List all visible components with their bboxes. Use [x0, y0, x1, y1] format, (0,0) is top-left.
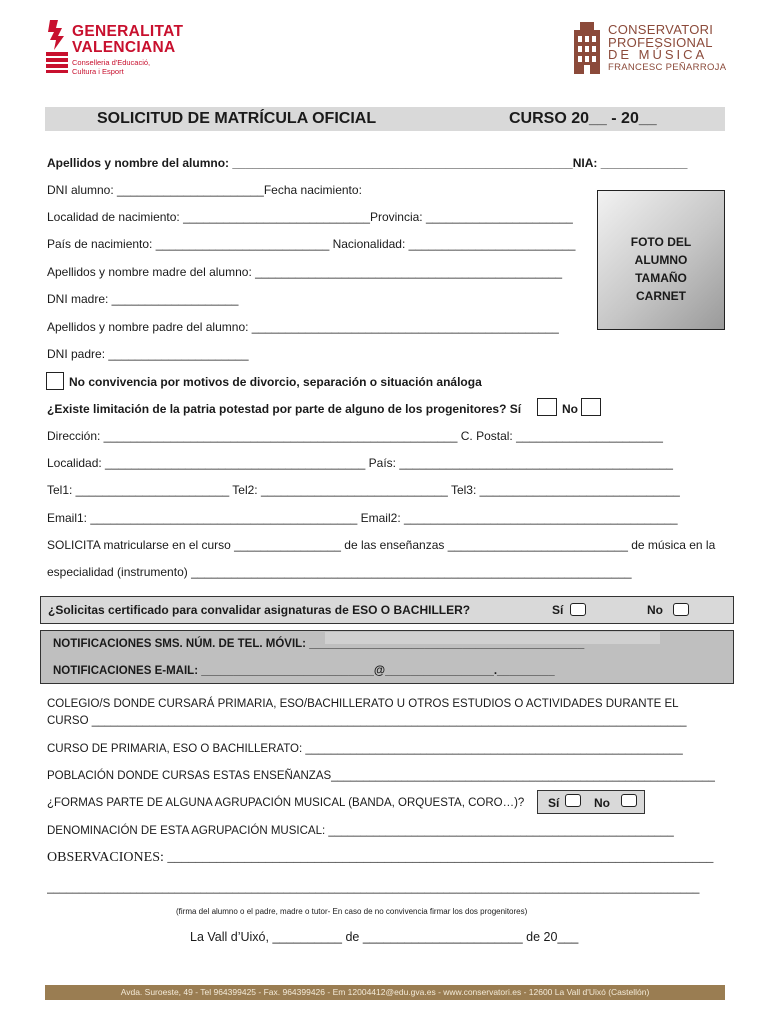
field-padre[interactable]: Apellidos y nombre padre del alumno: ______________________________________________: [47, 320, 559, 334]
agrupacion-si-checkbox[interactable]: [565, 794, 581, 807]
field-madre[interactable]: Apellidos y nombre madre del alumno: ______________________________________________: [47, 265, 563, 279]
conservatori-name: CONSERVATORI PROFESSIONAL DE MÚSICA FRANCESC PEÑARROJA: [608, 22, 727, 73]
limitacion-si-checkbox[interactable]: [537, 398, 557, 416]
field-dni-padre[interactable]: DNI padre: _____________________: [47, 347, 249, 361]
field-dni-alumno[interactable]: DNI alumno: ______________________Fecha nacimiento:: [47, 183, 362, 197]
field-telefonos[interactable]: Tel1: _______________________ Tel2: ____________________________ Tel3: ______________________________: [47, 483, 680, 497]
field-fecha-firma[interactable]: La Vall d’Uixó, __________ de _______________________ de 20___: [190, 930, 579, 944]
footer-address: Avda. Suroeste, 49 - Tel 964399425 - Fax. 964399426 - Em 12004412@edu.gva.es - www.conservatori.es - 12600 La Vall d'Uixó (Castellón): [45, 985, 725, 1000]
certificado-question: ¿Solicitas certificado para convalidar asignaturas de ESO O BACHILLER?: [48, 603, 471, 617]
generalitat-name: GENERALITAT VALENCIANA: [72, 23, 184, 56]
field-denominacion[interactable]: DENOMINACIÓN DE ESTA AGRUPACIÓN MUSICAL: ______________________________________________________: [47, 825, 674, 837]
field-poblacion[interactable]: POBLACIÓN DONDE CURSAS ESTAS ENSEÑANZAS____________________________________________________________: [47, 770, 715, 782]
certificado-si-label: Sí: [552, 603, 564, 617]
photo-box: [597, 190, 725, 330]
field-dni-madre[interactable]: DNI madre: ___________________: [47, 292, 239, 306]
certificado-no-label: No: [647, 603, 663, 617]
limitacion-no-checkbox[interactable]: [581, 398, 601, 416]
agrupacion-no-checkbox[interactable]: [621, 794, 637, 807]
form-title: SOLICITUD DE MATRÍCULA OFICIAL: [97, 110, 377, 127]
certificado-si-checkbox[interactable]: [570, 603, 586, 616]
course-year: CURSO 20__ - 20__: [509, 110, 657, 127]
field-localidad-nacimiento[interactable]: Localidad de nacimiento: ____________________________Provincia: ______________________: [47, 210, 573, 224]
notif-email-field[interactable]: NOTIFICACIONES E-MAIL: ___________________________@_________________._________: [53, 665, 555, 677]
field-emails[interactable]: Email1: ________________________________________ Email2: _________________________________________: [47, 511, 678, 525]
firma-note: (firma del alumno o el padre, madre o tutor- En caso de no convivencia firmar los dos progenitores): [176, 907, 528, 916]
photo-label: TAMAÑO: [635, 271, 687, 285]
field-colegio[interactable]: CURSO _____________________________________________________________________________________________: [47, 715, 687, 727]
colegio-label: COLEGIO/S DONDE CURSARÁ PRIMARIA, ESO/BACHILLERATO U OTROS ESTUDIOS O ACTIVIDADES DURANTE EL: [47, 698, 679, 710]
field-student-name[interactable]: Apellidos y nombre del alumno: ___________________________________________________NIA: _____________: [47, 156, 688, 170]
no-convivencia-checkbox[interactable]: [46, 372, 64, 390]
observaciones-line[interactable]: ______________________________________________________________________________________________________: [47, 882, 700, 894]
conselleria-name: Conselleria d'Educació, Cultura i Esport: [72, 58, 151, 76]
photo-label: FOTO DEL: [630, 235, 692, 249]
notif-sms-field[interactable]: NOTIFICACIONES SMS. NÚM. DE TEL. MÓVIL: ___________________________________________: [53, 638, 585, 650]
field-curso-primaria[interactable]: CURSO DE PRIMARIA, ESO O BACHILLERATO: ___________________________________________________________: [47, 743, 683, 755]
field-localidad[interactable]: Localidad: _______________________________________ País: _________________________________________: [47, 456, 673, 470]
field-solicita[interactable]: SOLICITA matricularse en el curso ________________ de las enseñanzas ___________________________ de música en la: [47, 538, 716, 552]
agrupacion-question: ¿FORMAS PARTE DE ALGUNA AGRUPACIÓN MUSICAL (BANDA, ORQUESTA, CORO…)?: [47, 797, 525, 809]
agrupacion-no-label: No: [594, 796, 610, 810]
field-especialidad[interactable]: especialidad (instrumento) __________________________________________________________________: [47, 565, 632, 579]
field-direccion[interactable]: Dirección: _____________________________________________________ C. Postal: ______________________: [47, 429, 663, 443]
limitacion-label: ¿Existe limitación de la patria potestad por parte de alguno de los progenitores? Sí: [47, 402, 522, 416]
building-icon: [570, 20, 604, 74]
no-convivencia-label: No convivencia por motivos de divorcio, separación o situación análoga: [69, 375, 482, 389]
field-pais-nacimiento[interactable]: País de nacimiento: __________________________ Nacionalidad: _________________________: [47, 237, 576, 251]
field-observaciones[interactable]: OBSERVACIONES: ______________________________________________________________________________: [47, 850, 714, 865]
photo-label: ALUMNO: [634, 253, 688, 267]
agrupacion-si-label: Sí: [548, 796, 560, 810]
certificado-no-checkbox[interactable]: [673, 603, 689, 616]
generalitat-emblem-icon: [44, 18, 70, 74]
photo-label: CARNET: [636, 289, 686, 303]
limitacion-no-label: No: [562, 402, 578, 416]
conservatori-logo: [570, 20, 604, 79]
